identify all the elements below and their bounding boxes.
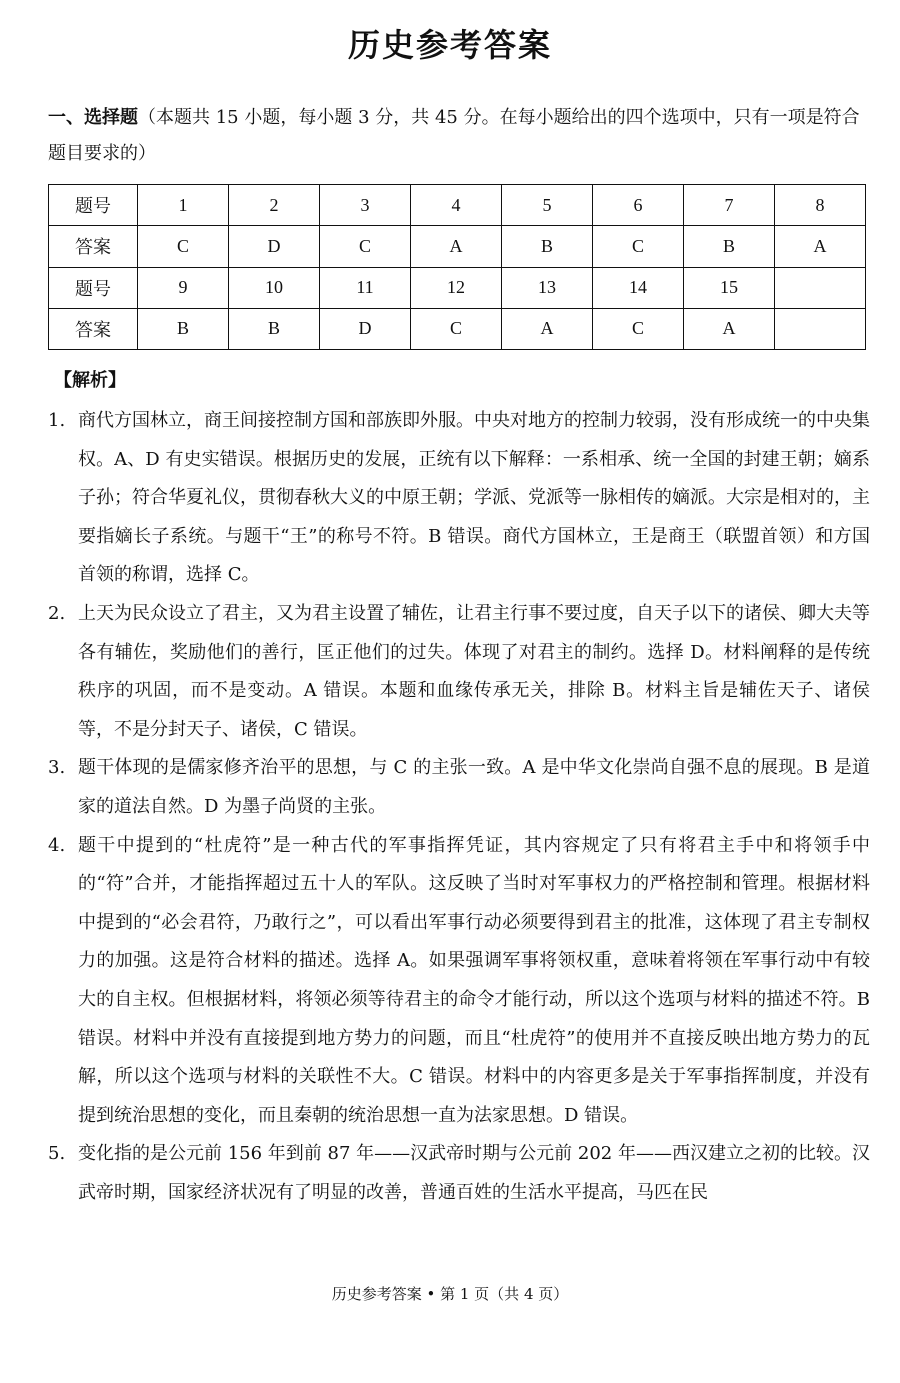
item-text: 题干体现的是儒家修齐治平的思想，与 C 的主张一致。A 是中华文化崇尚自强不息的展现。B 是道家的道法自然。D 为墨子尚贤的主张。 <box>78 757 870 817</box>
question-number: 7 <box>684 185 775 226</box>
page-title: 历史参考答案 <box>347 26 552 64</box>
answer-cell: B <box>684 226 775 267</box>
list-item <box>48 827 870 1136</box>
answer-cell: C <box>593 308 684 349</box>
row-label-answer: 答案 <box>49 226 138 267</box>
question-number: 2 <box>229 185 320 226</box>
answer-cell: C <box>138 226 229 267</box>
item-text: 题干中提到的“杜虎符”是一种古代的军事指挥凭证，其内容规定了只有将君主手中和将领手中的“符”合并，才能指挥超过五十人的军队。这反映了当时对军事权力的严格控制和管理。根据材料中提到的“必会君符，乃敢行之”，可以看出军事行动必须要得到君主的批准，这体现了君主专制权力的加强。这是符合材料的描述。选择 A。如果强调军事将领权重，意味着将领在军事行动中有较大的自主权。但根据材料，将领必须等待君主的命令才能行动，所以这个选项与材料的描述不符。B 错误。材料中并没有直接提到地方势力的问题，而且“杜虎符”的使用并不直接反映出地方势力的瓦解，所以这个选项与材料的关联性不大。C 错误。材料中的内容更多是关于军事指挥制度，并没有提到统治思想的变化，而且秦朝的统治思想一直为法家思想。D 错误。 <box>78 834 870 1126</box>
question-number: 14 <box>593 267 684 308</box>
answer-cell: A <box>411 226 502 267</box>
answer-cell: A <box>775 226 866 267</box>
analysis-heading: 【解析】 <box>54 370 126 391</box>
table-row <box>49 185 866 226</box>
page-footer: 历史参考答案 • 第 1 页（共 4 页） <box>331 1285 569 1303</box>
item-text: 商代方国林立，商王间接控制方国和部族即外服。中央对地方的控制力较弱，没有形成统一的中央集权。A、D 有史实错误。根据历史的发展，正统有以下解释：一系相承、统一全国的封建王朝；嫡系子孙；符合华夏礼仪，贯彻春秋大义的中原王朝；学派、党派等一脉相传的嫡派。大宗是相对的，主要指嫡长子系统。与题干“王”的称号不符。B 错误。商代方国林立，王是商王（联盟首领）和方国首领的称谓，选择 C。 <box>78 410 870 586</box>
question-number: 1 <box>138 185 229 226</box>
row-label-question: 题号 <box>49 267 138 308</box>
item-number: 5. <box>48 1143 66 1165</box>
row-label-answer: 答案 <box>49 308 138 349</box>
item-number: 3. <box>48 757 66 779</box>
list-item <box>48 1135 870 1212</box>
answer-cell: A <box>684 308 775 349</box>
table-row <box>49 226 866 267</box>
answer-table <box>48 184 866 350</box>
list-item <box>48 749 870 826</box>
answer-cell: D <box>229 226 320 267</box>
question-number: 8 <box>775 185 866 226</box>
section-heading <box>48 100 868 172</box>
answer-cell: C <box>411 308 502 349</box>
item-text: 变化指的是公元前 156 年到前 87 年——汉武帝时期与公元前 202 年——西汉建立之初的比较。汉武帝时期，国家经济状况有了明显的改善，普通百姓的生活水平提高，马匹在民 <box>78 1143 870 1203</box>
answer-cell <box>775 308 866 349</box>
answer-cell: D <box>320 308 411 349</box>
list-item <box>48 402 870 595</box>
question-number: 12 <box>411 267 502 308</box>
section-description: （本题共 15 小题，每小题 3 分，共 45 分。在每小题给出的四个选项中，只有一项是符合题目要求的） <box>48 107 860 164</box>
question-number: 5 <box>502 185 593 226</box>
table-row <box>49 267 866 308</box>
section-label: 一、选择题 <box>48 107 138 128</box>
question-number: 15 <box>684 267 775 308</box>
question-number: 3 <box>320 185 411 226</box>
item-number: 2. <box>48 602 66 624</box>
question-number: 9 <box>138 267 229 308</box>
question-number <box>775 267 866 308</box>
row-label-question: 题号 <box>49 185 138 226</box>
list-item <box>48 595 870 749</box>
answer-cell: C <box>593 226 684 267</box>
answer-cell: B <box>502 226 593 267</box>
question-number: 6 <box>593 185 684 226</box>
item-number: 1. <box>48 410 66 431</box>
answer-cell: C <box>320 226 411 267</box>
answer-cell: B <box>138 308 229 349</box>
answer-cell: A <box>502 308 593 349</box>
question-number: 11 <box>320 267 411 308</box>
answer-cell: B <box>229 308 320 349</box>
question-number: 13 <box>502 267 593 308</box>
question-number: 4 <box>411 185 502 226</box>
question-number: 10 <box>229 267 320 308</box>
item-text: 上天为民众设立了君主，又为君主设置了辅佐，让君主行事不要过度，自天子以下的诸侯、卿大夫等各有辅佐，奖励他们的善行，匡正他们的过失。体现了对君主的制约。选择 D。材料阐释的是传统秩序的巩固，而不是变动。A 错误。本题和血缘传承无关，排除 B。材料主旨是辅佐天子、诸侯等，不是分封天子、诸侯，C 错误。 <box>78 602 870 740</box>
table-row <box>49 308 866 349</box>
item-number: 4. <box>48 834 66 856</box>
analysis-list <box>48 402 870 1212</box>
